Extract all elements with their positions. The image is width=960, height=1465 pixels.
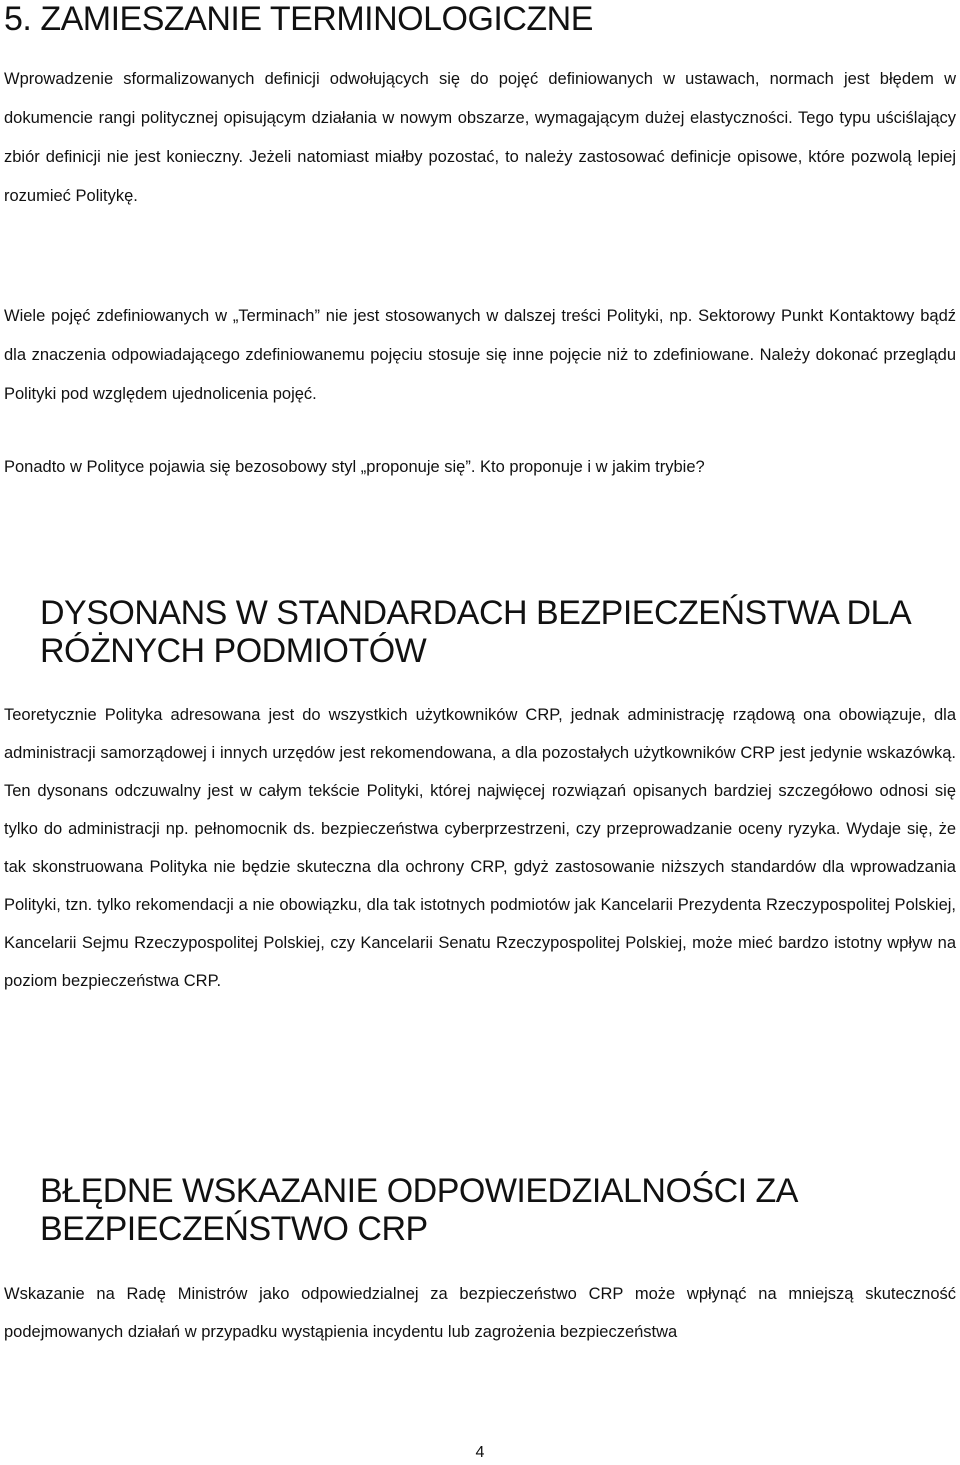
section-7-paragraph-1-wrap (4, 1275, 956, 1351)
section-6 (4, 594, 956, 670)
section-5-title: ZAMIESZANIE TERMINOLOGICZNE (40, 0, 593, 38)
section-6-heading (4, 594, 956, 670)
section-7-paragraph-1: Wskazanie na Radę Ministrów jako odpowiedzialnej za bezpieczeństwo CRP może wpłynąć na mniejszą skuteczność podejmowanych działań w przypadku wystąpienia incydentu lub zagrożenia bezpieczeństwa (4, 1285, 956, 1341)
section-6-paragraph-1: Teoretycznie Polityka adresowana jest do wszystkich użytkowników CRP, jednak administrację rządową ona obowiązuje, dla administracji samorządowej i innych urzędów jest rekomendowana, a dla pozostałych użytkowników CRP jest jedynie wskazówką. Ten dysonans odczuwalny jest w całym tekście Polityki, której najwięcej rozwiązań opisanych bardziej szczegółowo odnosi się tylko do administracji np. pełnomocnik ds. bezpieczeństwa cyberprzestrzeni, czy przeprowadzanie oceny ryzyka. Wydaje się, że tak skonstruowana Polityka nie będzie skuteczna dla ochrony CRP, gdyż zastosowanie niższych standardów dla wprowadzania Polityki, tzn. tylko rekomendacji a nie obowiązku, dla tak istotnych podmiotów jak Kancelarii Prezydenta Rzeczypospolitej Polskiej, Kancelarii Sejmu Rzeczypospolitej Polskiej, czy Kancelarii Senatu Rzeczypospolitej Polskiej, może mieć bardzo istotny wpływ na poziom bezpieczeństwa CRP. (4, 706, 956, 990)
section-6-title: DYSONANS W STANDARDACH BEZPIECZEŃSTWA DLA RÓŻNYCH PODMIOTÓW (40, 594, 910, 670)
section-7 (4, 1172, 956, 1248)
page-number: 4 (475, 1444, 485, 1461)
section-6-paragraph-1-wrap (4, 696, 956, 1000)
section-5-heading (4, 0, 956, 38)
section-6-number (4, 594, 40, 632)
section-7-number (4, 1172, 40, 1210)
section-5-number: 5. (4, 0, 32, 38)
section-7-heading (4, 1172, 956, 1248)
section-5 (4, 0, 956, 38)
section-5-paragraph-2-wrap (4, 297, 956, 414)
section-5-paragraph-1-wrap (4, 60, 956, 216)
section-5-paragraph-3: Ponadto w Polityce pojawia się bezosobowy styl „proponuje się”. Kto proponuje i w jakim trybie? (4, 458, 705, 476)
section-5-paragraph-3-wrap (4, 448, 956, 487)
section-5-paragraph-2: Wiele pojęć zdefiniowanych w „Terminach” nie jest stosowanych w dalszej treści Polityki, np. Sektorowy Punkt Kontaktowy bądź dla znaczenia odpowiadającego zdefiniowanemu pojęciu stosuje się inne pojęcie niż to zdefiniowane. Należy dokonać przeglądu Polityki pod względem ujednolicenia pojęć. (4, 307, 956, 403)
section-5-paragraph-1: Wprowadzenie sformalizowanych definicji odwołujących się do pojęć definiowanych w ustawach, normach jest błędem w dokumencie rangi politycznej opisującym działania w nowym obszarze, wymagającym dużej elastyczności. Tego typu uściślający zbiór definicji nie jest konieczny. Jeżeli natomiast miałby pozostać, to należy zastosować definicje opisowe, które pozwolą lepiej rozumieć Politykę. (4, 70, 956, 205)
section-7-title: BŁĘDNE WSKAZANIE ODPOWIEDZIALNOŚCI ZA BEZPIECZEŃSTWO CRP (40, 1172, 797, 1248)
